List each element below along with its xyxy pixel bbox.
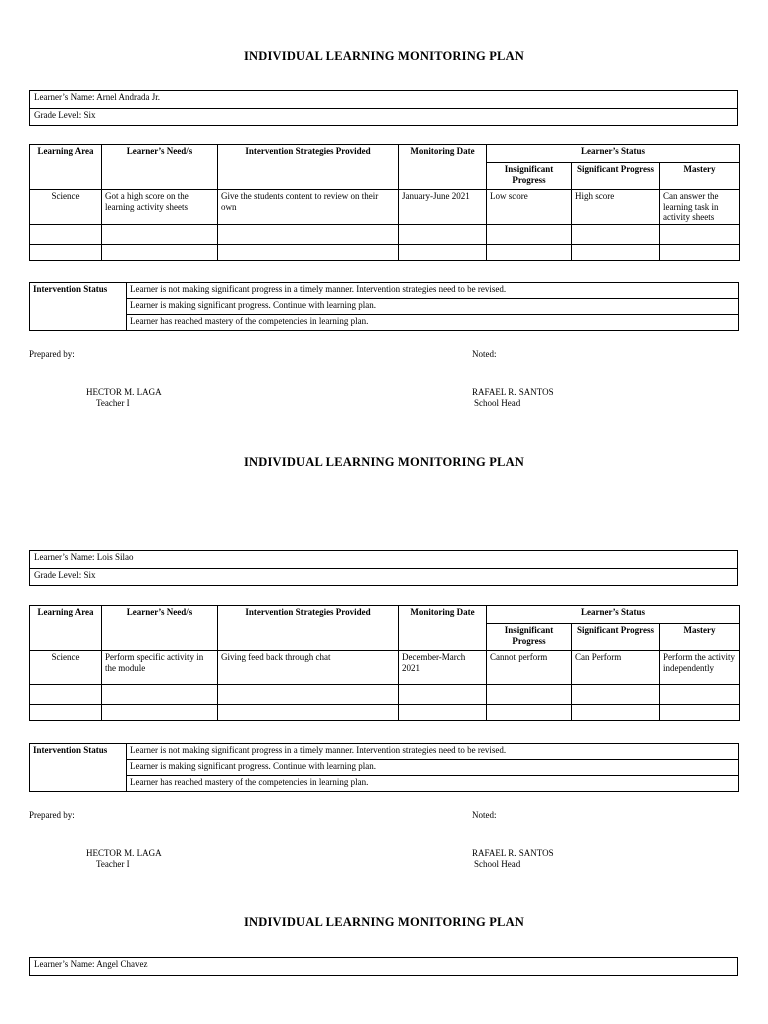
cell-insignificant: Low score — [487, 190, 572, 225]
head-name: RAFAEL R. SANTOS — [472, 848, 554, 858]
cell-monitoring-date: January-June 2021 — [399, 190, 487, 225]
cell-significant: High score — [572, 190, 660, 225]
prepared-by-label: Prepared by: — [29, 810, 75, 820]
head-role: School Head — [474, 859, 521, 869]
teacher-role: Teacher I — [96, 859, 130, 869]
learner-info-box — [29, 90, 738, 126]
cell-needs: Perform specific activity in the module — [102, 651, 218, 685]
header-significant: Significant Progress — [572, 624, 660, 651]
cell-mastery: Can answer the learning task in activity sheets — [660, 190, 740, 225]
prepared-by-label: Prepared by: — [29, 349, 75, 359]
header-needs: Learner’s Need/s — [102, 145, 218, 190]
noted-label: Noted: — [472, 349, 497, 359]
header-learning-area: Learning Area — [30, 606, 102, 651]
head-name: RAFAEL R. SANTOS — [472, 387, 554, 397]
learner-name: Learner’s Name: Arnel Andrada Jr. — [34, 92, 161, 102]
intervention-item: Learner is not making significant progress in a timely manner. Intervention strategies need to be revised. — [127, 283, 739, 299]
monitoring-table — [29, 605, 740, 721]
header-monitoring-date: Monitoring Date — [399, 606, 487, 651]
cell-needs: Got a high score on the learning activity sheets — [102, 190, 218, 225]
header-strategies: Intervention Strategies Provided — [218, 606, 399, 651]
intervention-status-label: Intervention Status — [30, 283, 127, 331]
table-row — [30, 705, 740, 721]
header-insignificant: Insignificant Progress — [487, 163, 572, 190]
intervention-item: Learner is making significant progress. Continue with learning plan. — [127, 299, 739, 315]
table-row — [30, 244, 740, 260]
header-insignificant: Insignificant Progress — [487, 624, 572, 651]
plan-title: INDIVIDUAL LEARNING MONITORING PLAN — [243, 49, 525, 63]
monitoring-table — [29, 144, 740, 261]
header-significant: Significant Progress — [572, 163, 660, 190]
cell-strategies: Giving feed back through chat — [218, 651, 399, 685]
grade-level: Grade Level: Six — [30, 568, 737, 585]
header-mastery: Mastery — [660, 163, 740, 190]
intervention-item: Learner is making significant progress. Continue with learning plan. — [127, 760, 739, 776]
cell-strategies: Give the students content to review on their own — [218, 190, 399, 225]
header-needs: Learner’s Need/s — [102, 606, 218, 651]
cell-mastery: Perform the activity independently — [660, 651, 740, 685]
learner-name: Learner’s Name: Lois Silao — [34, 552, 134, 562]
teacher-role: Teacher I — [96, 398, 130, 408]
header-strategies: Intervention Strategies Provided — [218, 145, 399, 190]
plan-title: INDIVIDUAL LEARNING MONITORING PLAN — [243, 455, 525, 469]
learner-info-box — [29, 957, 738, 976]
intervention-item: Learner has reached mastery of the competencies in learning plan. — [127, 776, 739, 792]
learner-info-box — [29, 550, 738, 586]
intervention-status-label: Intervention Status — [30, 744, 127, 792]
grade-level: Grade Level: Six — [30, 108, 737, 125]
header-learner-status: Learner’s Status — [487, 606, 740, 624]
head-role: School Head — [474, 398, 521, 408]
teacher-name: HECTOR M. LAGA — [86, 848, 162, 858]
table-row — [30, 190, 740, 225]
noted-label: Noted: — [472, 810, 497, 820]
table-row — [30, 651, 740, 685]
intervention-item: Learner has reached mastery of the competencies in learning plan. — [127, 315, 739, 331]
intervention-status-table — [29, 743, 739, 792]
header-mastery: Mastery — [660, 624, 740, 651]
cell-significant: Can Perform — [572, 651, 660, 685]
cell-learning-area: Science — [30, 190, 102, 225]
table-row — [30, 685, 740, 705]
cell-monitoring-date: December-March 2021 — [399, 651, 487, 685]
header-learning-area: Learning Area — [30, 145, 102, 190]
cell-learning-area: Science — [30, 651, 102, 685]
header-learner-status: Learner’s Status — [487, 145, 740, 163]
intervention-item: Learner is not making significant progress in a timely manner. Intervention strategies need to be revised. — [127, 744, 739, 760]
plan-title: INDIVIDUAL LEARNING MONITORING PLAN — [243, 915, 525, 929]
cell-insignificant: Cannot perform — [487, 651, 572, 685]
header-monitoring-date: Monitoring Date — [399, 145, 487, 190]
teacher-name: HECTOR M. LAGA — [86, 387, 162, 397]
table-row — [30, 224, 740, 244]
intervention-status-table — [29, 282, 739, 331]
learner-name: Learner’s Name: Angel Chavez — [34, 959, 148, 969]
